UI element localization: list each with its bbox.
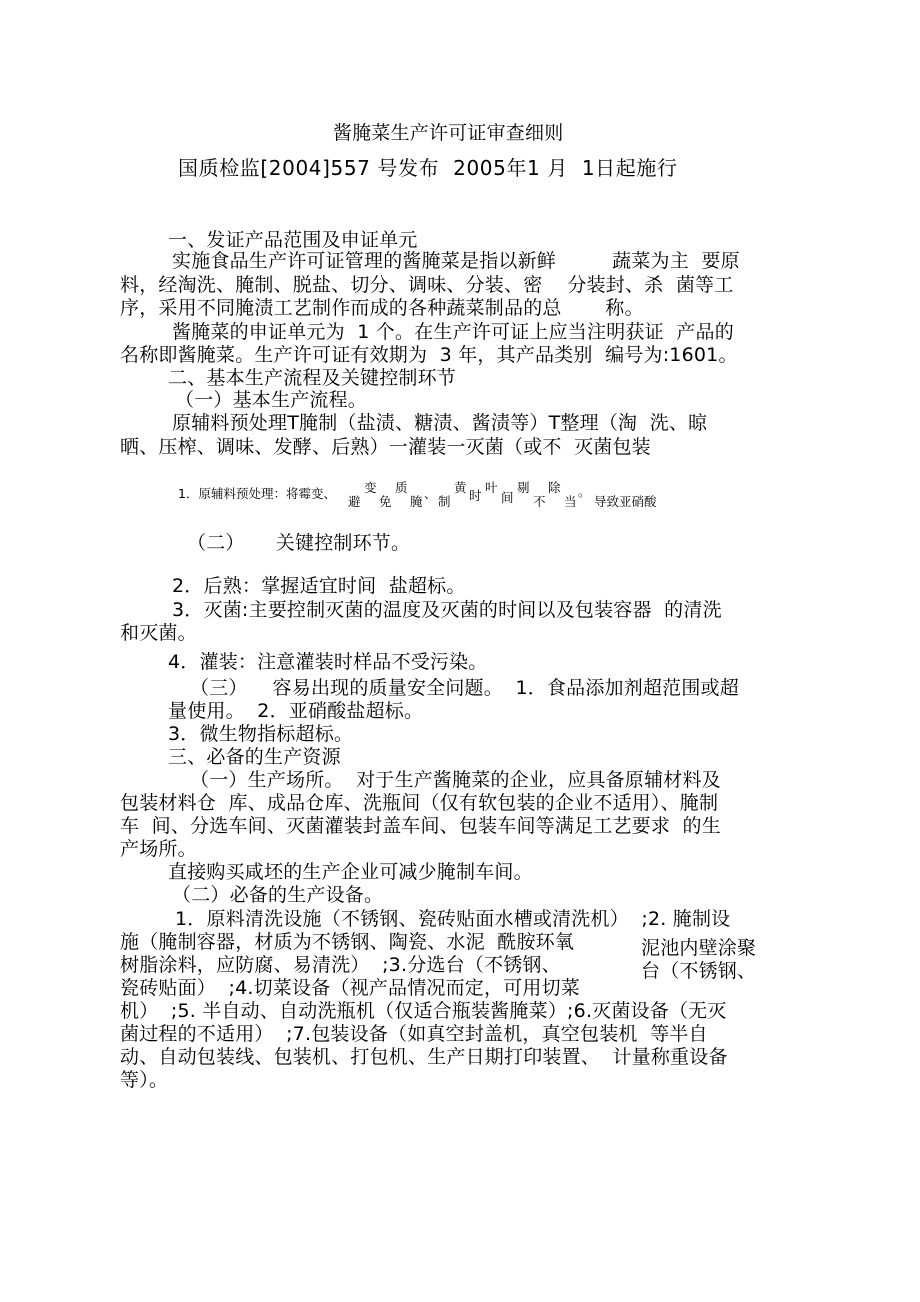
figure-note-char: 腌 [410,494,423,509]
figure-note-char: 避 [348,494,361,509]
paragraph-line: 等）。 [120,1069,169,1091]
figure-note-char: 免 [379,494,392,509]
paragraph-line: 序，采用不同腌渍工艺制作而成的各种蔬菜制品的总 称。 [120,297,644,319]
subsection-heading: （三） 容易出现的质量安全问题。 1．食品添加剂超范围或超 [190,677,739,699]
figure-note-char: 叶 [485,480,498,495]
figure-note-char: 不 [533,494,546,509]
paragraph-line: 晒、压榨、调味、发酵、后熟）一灌装一灭菌（或不 灭菌包装 [120,436,651,458]
figure-note [178,480,738,520]
paragraph-line: 原辅料预处理T腌制（盐渍、糖渍、酱渍等）T整理（淘 洗、晾 [172,412,708,434]
figure-note-char: 间 [501,490,514,505]
subsection-heading: （一）基本生产流程。 [175,389,368,411]
side-note-line: 台（不锈钢、 [641,960,757,982]
paragraph-line: 树脂涂料，应防腐、易清洗） ;3.分选台（不锈钢、 [120,954,561,976]
paragraph-line: 量使用。 2．亚硝酸盐超标。 [168,700,424,722]
page-subtitle: 国质检监[2004]557 号发布 2005年1 月 1日起施行 [178,156,678,180]
figure-note-char: 变 [364,480,377,495]
figure-note-char: 、 [424,486,437,501]
paragraph-line: （一）生产场所。 对于生产酱腌菜的企业，应具备原辅材料及 [190,769,721,791]
paragraph-line: 产场所。 [120,838,197,860]
figure-note-char: 黄 [454,480,467,495]
paragraph-line: 2．后熟：掌握适宜时间 盐超标。 [172,575,466,597]
paragraph-line: 包装材料仓 库、成品仓库、洗瓶间（仅有软包装的企业不适用）、腌制 [120,792,719,814]
figure-note-char: 。 [578,484,591,499]
figure-note-char: 剔 [517,480,530,495]
figure-note-char: 导致亚硝酸 [594,494,657,509]
paragraph-line: 实施食品生产许可证管理的酱腌菜是指以新鲜 蔬菜为主 要原 [172,250,740,272]
paragraph-line: 3．灭菌:主要控制灭菌的温度及灭菌的时间以及包装容器 的清洗 [172,599,722,621]
paragraph-line: 施（腌制容器，材质为不锈钢、陶瓷、水泥 酰胺环氧 [120,931,575,953]
page-title: 酱腌菜生产许可证审查细则 [333,122,564,144]
paragraph-line: 车 间、分选车间、灭菌灌装封盖车间、包装车间等满足工艺要求 的生 [120,815,721,837]
section-heading: 二、基本生产流程及关键控制环节 [168,367,457,389]
subsection-heading: （二）必备的生产设备。 [172,884,384,906]
paragraph-line: 动、自动包装线、包装机、打包机、生产日期打印装置、 计量称重设备 [120,1046,728,1068]
paragraph-line: 1．原料清洗设施（不锈钢、瓷砖贴面水槽或清洗机） ;2. 腌制设 [175,908,731,930]
side-note-line: 泥池内壁涂聚 [641,937,757,959]
section-heading: 三、必备的生产资源 [168,746,341,768]
paragraph-line: 菌过程的不适用） ;7.包装设备（如真空封盖机，真空包装机 等半自 [120,1023,708,1045]
figure-note-char: 除 [548,480,561,495]
section-heading: 一、发证产品范围及申证单元 [168,229,418,251]
figure-note-prefix: 1．原辅料预处理：将霉变、 [178,486,336,501]
paragraph-line: 4．灌装：注意灌装时样品不受污染。 [168,651,488,673]
figure-note-char: 当 [564,494,577,509]
paragraph-line: 名称即酱腌菜。生产许可证有效期为 3 年，其产品类别 编号为:1601。 [120,344,738,366]
subsection-heading: （二） 关键控制环节。 [187,532,411,554]
figure-note-char: 质 [395,480,408,495]
paragraph-line: 3．微生物指标超标。 [168,723,354,745]
figure-note-char: 制 [438,494,451,509]
paragraph-line: 直接购买咸坯的生产企业可减少腌制车间。 [168,861,533,883]
figure-note-char: 时 [469,488,482,503]
paragraph-line: 料，经淘洗、腌制、脱盐、切分、调味、分装、密 分装封、杀 菌等工 [120,274,734,296]
paragraph-line: 瓷砖贴面） ;4.切菜设备（视产品情况而定，可用切菜 [120,977,581,999]
paragraph-line: 和灭菌。 [120,622,197,644]
paragraph-line: 酱腌菜的申证单元为 1 个。在生产许可证上应当注明获证 产品的 [172,321,734,343]
paragraph-line: 机） ;5. 半自动、自动洗瓶机（仅适合瓶装酱腌菜）;6.灭菌设备（无灭 [120,1000,727,1022]
